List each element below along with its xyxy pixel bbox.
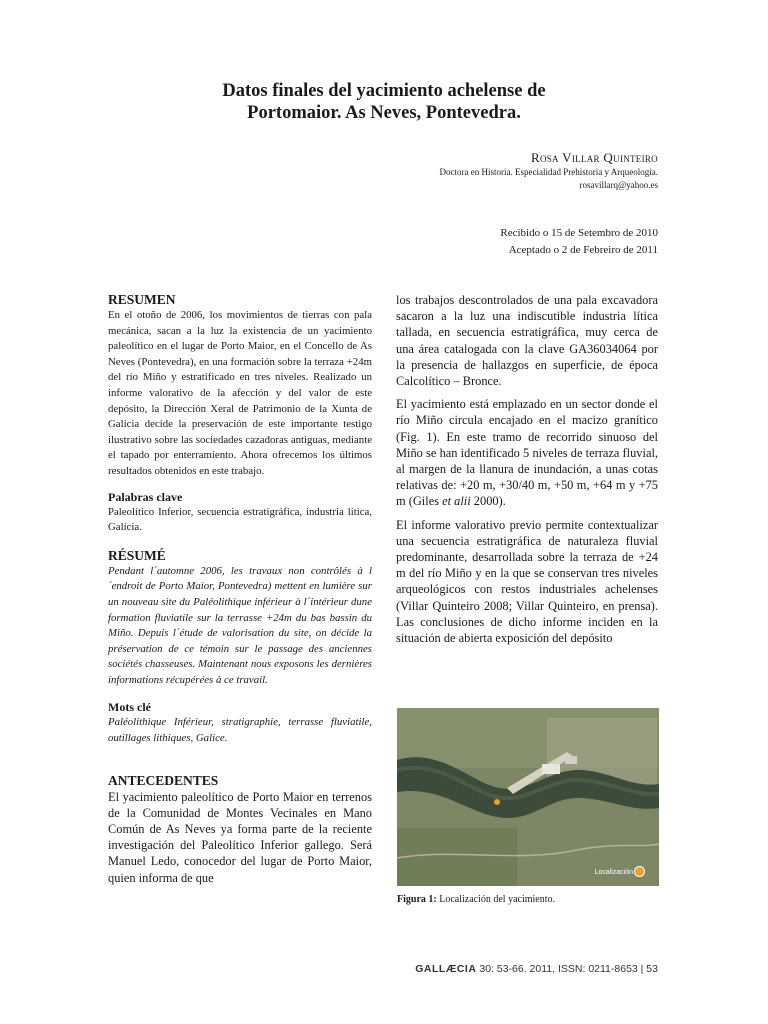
map-legend-label: Localización: [594, 869, 633, 876]
body-paragraph-2-part-a: El yacimiento está emplazado en un sector donde el río Miño circula encajado en el macizo granítico (Fig. 1). En este tramo de recorrido sinuoso del Miño se han identificado 5 niveles de terraza fluvial, al margen de la llanura de inundación, a unas cotas relativas de: +20 m, +30/40 m, +50 m, +64 m y +75 m (Giles: [396, 397, 658, 509]
palabras-clave-heading: Palabras clave: [108, 489, 183, 504]
resumen-heading: RESUMEN: [108, 292, 176, 307]
right-column: [396, 292, 658, 646]
body-paragraph-2-part-b: 2000).: [470, 494, 506, 509]
aerial-photo: [397, 708, 659, 886]
mots-cle-heading: Mots clé: [108, 700, 151, 715]
resumen-text: En el otoño de 2006, los movimientos de tierras con pala mecánica, sacan a la luz la existencia de un yacimiento paleolítico en el lugar de Porto Maior, en el Concello de As Neves (Pontevedra), en una formación sobre la terraza +24m del río Miño y estratificado en tres niveles. Realizado un informe valorativo de la afección y del valor de este depósito, la Dirección Xeral de Patrimonio de la Xunta de Galicia decide la preservación de este importante testigo ilustrativo sobre las sociedades cazadoras antiguas, mediante el tapado por enterramiento. Ahora ofrecemos los últimos resultados obtenidos en este trabajo.: [108, 309, 372, 477]
accepted-date: Aceptado o 2 de Febreiro de 2011: [508, 244, 658, 256]
antecedentes-text: El yacimiento paleolítico de Porto Maior en terrenos de la Comunidad de Montes Vecinales en Mano Común de As Neves ya forma parte de la reciente investigación del Paleolítico Inferior gallego. Será Manuel Ledo, conocedor del lugar de Porto Maior, quien informa de que: [108, 789, 372, 885]
dates-block: [500, 225, 658, 259]
figure-caption-label: Figura 1:: [397, 894, 437, 905]
author-name: Rosa Villar Quinteiro: [530, 150, 658, 165]
palabras-clave-text: Paleolítico Inferior, secuencia estratigráfica, industria lítica, Galicia.: [108, 505, 372, 534]
location-marker-icon: [634, 866, 645, 877]
received-date: Recibido o 15 de Setembro de 2010: [500, 227, 658, 239]
title-line-1: Datos finales del yacimiento achelense de: [222, 81, 546, 101]
left-column: [108, 292, 372, 886]
antecedentes-heading: ANTECEDENTES: [108, 772, 219, 788]
page-footer: [415, 963, 658, 975]
figure-caption: [397, 894, 555, 905]
location-map-image: [397, 708, 659, 886]
figure-caption-text: Localización del yacimiento.: [436, 894, 555, 905]
resume-text: Pendant l´automne 2006, les travaux non contrôlés à l´endroit de Porto Maior, Pontevedra) mettent en lumière sur un nouveau site du Paléolithique inférieur à l´intérieur dune formation fluviatile sur la terrasse +24m du bas bassin du Miño. Depuis l´étude de valorisation du site, on décide la préservation de ce témoin sur le passage des anciennes sociétés chasseuses. Maintenant nous exposons les dernières informations récupérées à ce travail.: [108, 564, 372, 686]
et-alii-italic: et alii: [442, 494, 471, 509]
author-email: rosavillarq@yahoo.es: [579, 180, 658, 190]
journal-name: GALLÆCIA: [415, 963, 477, 975]
author-block: [440, 150, 658, 192]
footer-citation: 30: 53-66. 2011, ISSN: 0211-8653 | 53: [476, 963, 658, 975]
body-paragraph-2: [396, 396, 658, 509]
body-paragraph-3: El informe valorativo previo permite contextualizar una secuencia estratigráfica de naturaleza fluvial predominante, desarrollada sobre la terraza de +24 m del río Miño y en la que se conservan tres niveles arqueológicos con restos industriales achelenses (Villar Quinteiro 2008; Villar Quinteiro, en prensa). Las conclusiones de dicho informe inciden en la situación de abierta exposición del depósito: [396, 517, 658, 646]
body-paragraph-1: los trabajos descontrolados de una pala excavadora sacaron a la luz una indiscutible industria lítica tallada, en secuencia estratigráfica, muy cerca de una área catalogada con la clave GA36034064 por la presencia de hallazgos en superficie, de época Calcolítico – Bronce.: [396, 293, 658, 389]
author-affiliation: Doctora en Historia. Especialidad Prehistoria y Arqueología.: [439, 167, 658, 177]
title-line-2: Portomaior. As Neves, Pontevedra.: [247, 103, 521, 123]
mots-cle-text: Paléolithique Inférieur, stratigraphie, terrasse fluviatile, outillages lithiques, Galice.: [108, 716, 372, 745]
article-title: [0, 80, 768, 124]
resume-heading: RÉSUMÉ: [108, 547, 166, 563]
